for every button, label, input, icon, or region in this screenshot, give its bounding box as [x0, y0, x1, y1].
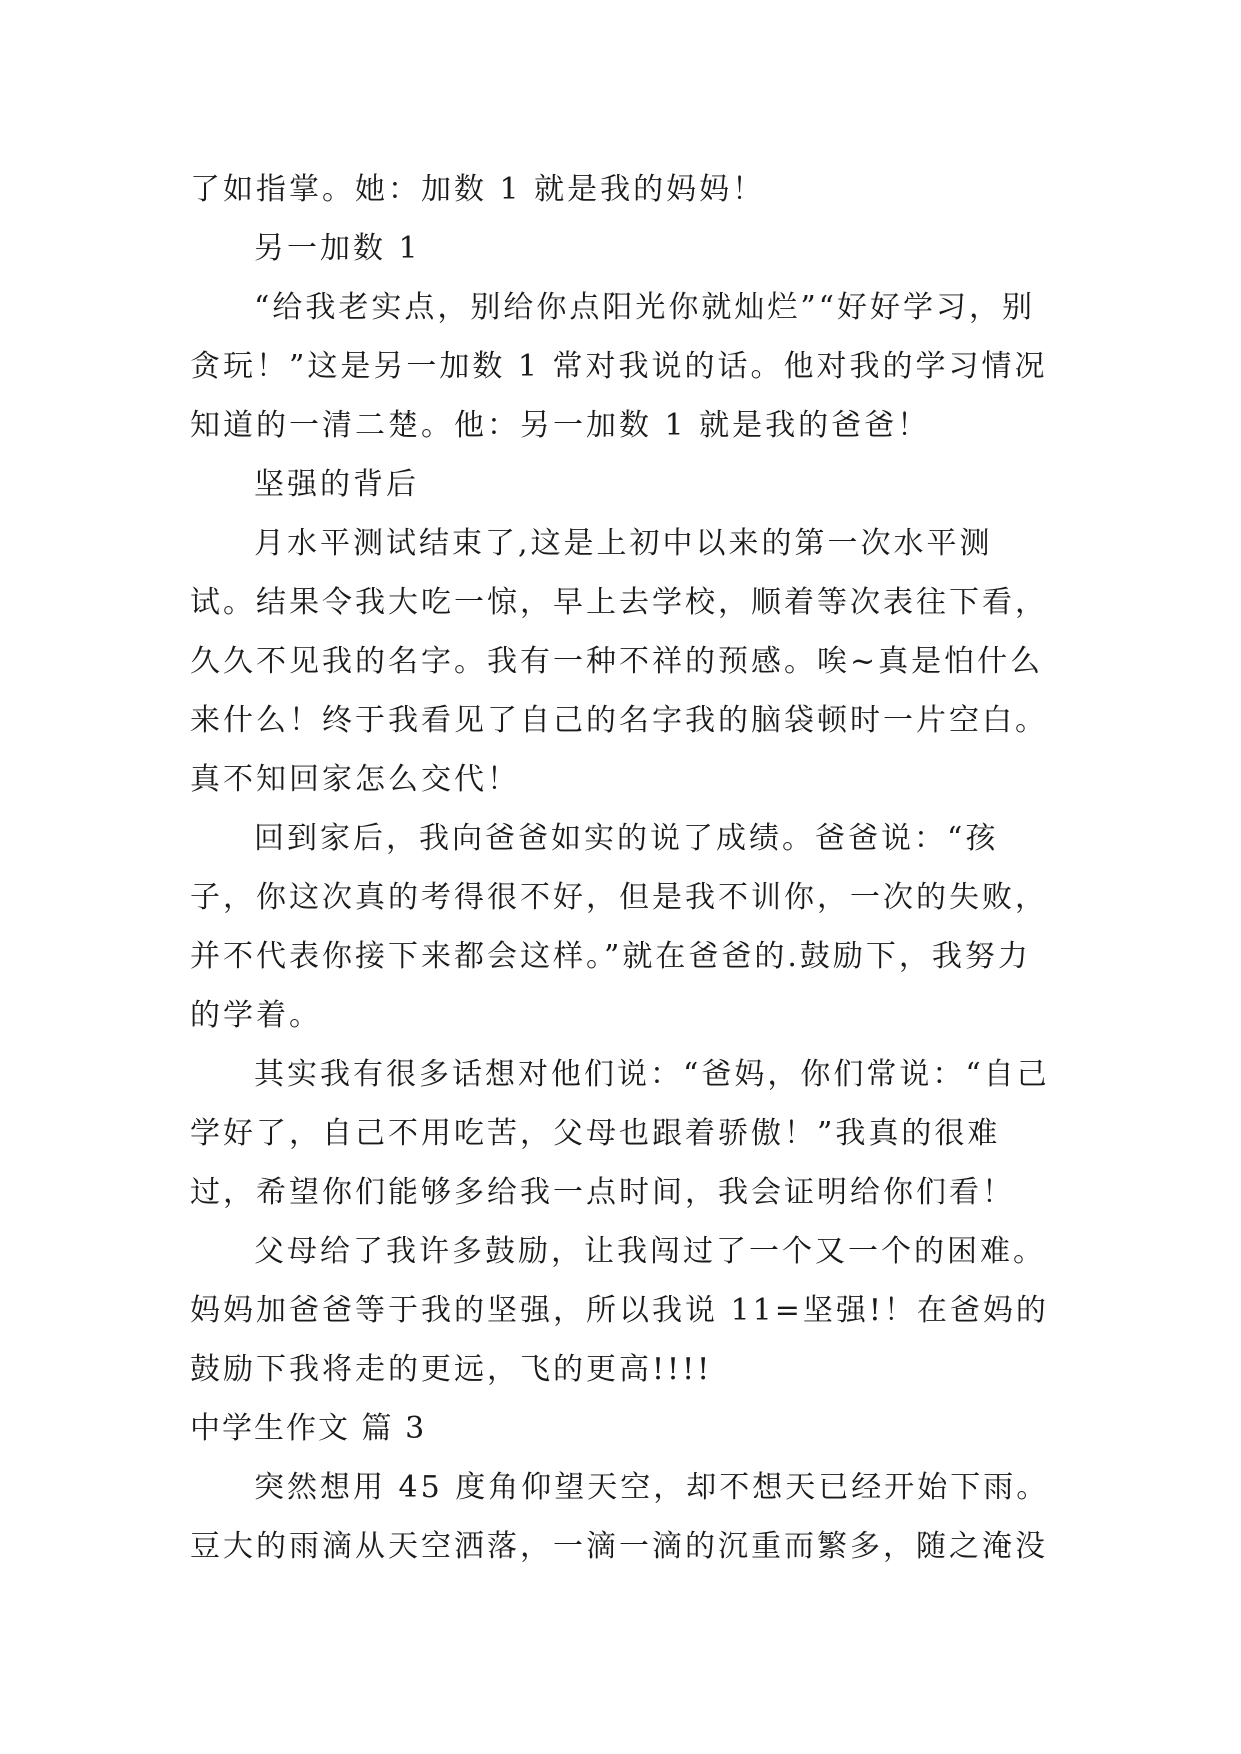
paragraph-encouragement: 父母给了我许多鼓励，让我闯过了一个又一个的困难。妈妈加爸爸等于我的坚强，所以我说 11=坚强!！在爸妈的鼓励下我将走的更远，飞的更高!!!!	[190, 1234, 1049, 1387]
subheading-another-addend: 另一加数 1	[254, 231, 421, 266]
paragraph-back-home: 回到家后，我向爸爸如实的说了成绩。爸爸说：“孩子，你这次真的考得很不好，但是我不训你，一次的失败，并不代表你接下来都会这样。”就在爸爸的.鼓励下，我努力的学着。	[190, 821, 1048, 1033]
subheading-behind-strength: 坚强的背后	[254, 467, 419, 502]
paragraph-rain: 突然想用 45 度角仰望天空，却不想天已经开始下雨。豆大的雨滴从天空洒落，一滴一滴的沉重而繁多，随之淹没	[190, 1470, 1050, 1564]
paragraph-words-to-parents: 其实我有很多话想对他们说：“爸妈，你们常说：“自己学好了，自己不用吃苦，父母也跟着骄傲！”我真的很难过，希望你们能够多给我一点时间，我会证明给你们看！	[190, 1057, 1050, 1210]
paragraph-test-results: 月水平测试结束了,这是上初中以来的第一次水平测试。结果令我大吃一惊，早上去学校，顺着等次表往下看，久久不见我的名字。我有一种不祥的预感。唉~真是怕什么来什么！终于我看见了自己的名字我的脑袋顿时一片空白。真不知回家怎么交代！	[190, 526, 1048, 797]
paragraph-dad-words: “给我老实点，别给你点阳光你就灿烂”“好好学习，别贪玩！”这是另一加数 1 常对我说的话。他对我的学习情况知道的一清二楚。他：另一加数 1 就是我的爸爸！	[190, 290, 1048, 443]
document-body	[190, 160, 1050, 1576]
paragraph-1: 了如指掌。她：加数 1 就是我的妈妈！	[190, 172, 766, 207]
section-heading-essay-3: 中学生作文 篇 3	[190, 1411, 427, 1446]
